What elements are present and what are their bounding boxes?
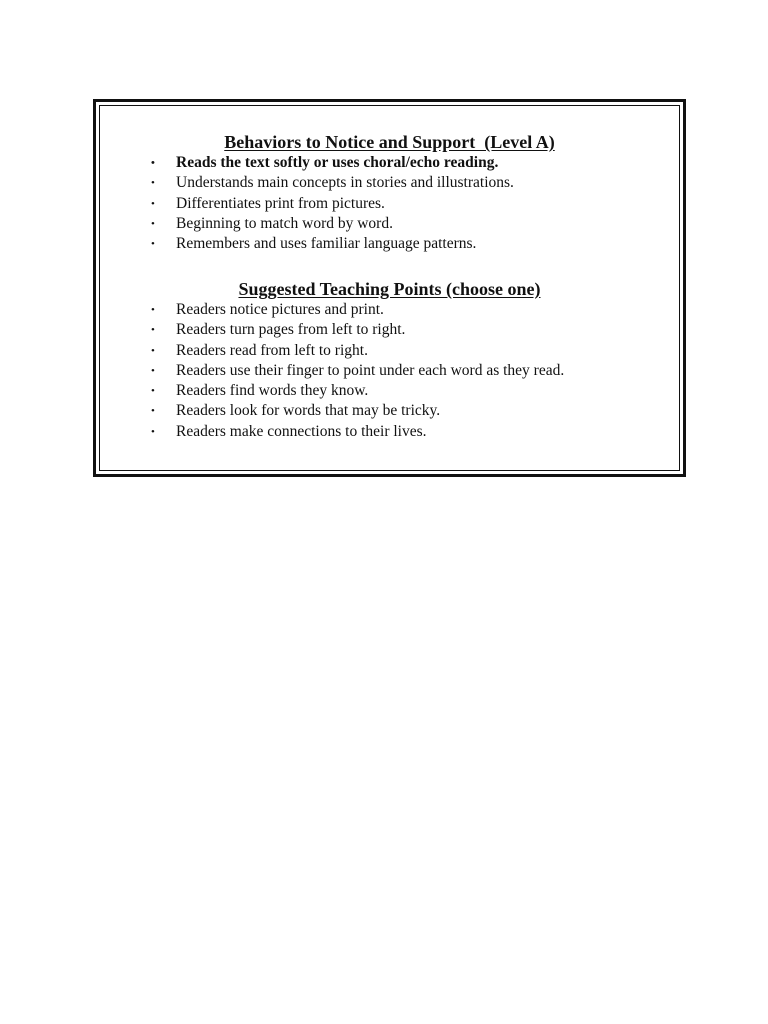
bullet-icon: • — [151, 238, 155, 251]
bullet-icon: • — [151, 304, 155, 316]
behaviors-heading: Behaviors to Notice and Support (Level A) — [224, 132, 555, 152]
bullet-icon: • — [151, 364, 155, 377]
list-item: • Readers notice pictures and print. — [151, 301, 384, 318]
list-item: • Readers turn pages from left to right. — [151, 321, 406, 339]
list-item: • Readers use their finger to point under each word as they read. — [151, 361, 565, 379]
bullet-icon: • — [151, 197, 155, 210]
list-item: • Readers read from left to right. — [151, 341, 368, 359]
behaviors-list — [96, 153, 514, 254]
bullet-icon: • — [151, 324, 155, 337]
list-item: • Readers make connections to their lives. — [151, 422, 427, 440]
teaching-points-list — [96, 300, 564, 442]
bullet-icon: • — [151, 405, 155, 418]
list-item: • Readers look for words that may be tricky. — [151, 402, 441, 420]
list-item: • Differentiates print from pictures. — [151, 194, 385, 212]
list-item: • Reads the text softly or uses choral/echo reading. — [151, 154, 499, 171]
list-item: • Beginning to match word by word. — [151, 214, 393, 232]
bullet-icon: • — [151, 344, 155, 357]
list-item: • Remembers and uses familiar language patterns. — [151, 235, 477, 253]
bullet-icon: • — [151, 385, 155, 398]
teaching-points-heading: Suggested Teaching Points (choose one) — [238, 279, 541, 299]
bullet-icon: • — [151, 157, 155, 169]
bullet-icon: • — [151, 425, 155, 438]
bullet-icon: • — [151, 217, 155, 230]
bullet-icon: • — [151, 177, 155, 190]
info-box — [93, 99, 686, 477]
list-item: • Understands main concepts in stories and illustrations. — [151, 174, 514, 192]
list-item: • Readers find words they know. — [151, 382, 369, 400]
